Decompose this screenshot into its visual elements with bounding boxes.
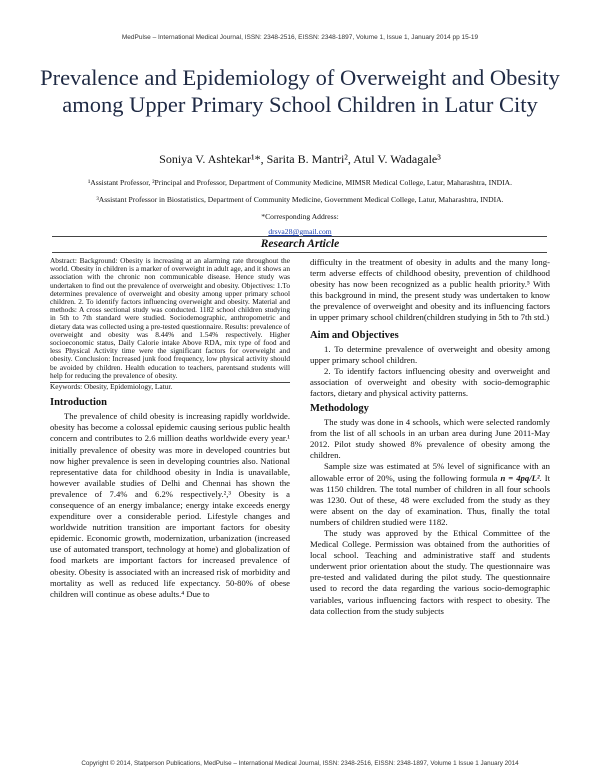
corresponding-label: *Corresponding Address: — [261, 212, 339, 221]
methodology-paragraph-2a: Sample size was estimated at 5% level of significance with an allowable error of 20%, using the following formula — [310, 461, 550, 483]
affiliation-2: ³Assistant Professor in Biostatistics, Department of Community Medicine, Government Medical College, Latur, Maharashtra, INDIA. — [96, 195, 504, 204]
methodology-paragraph-3: The study was approved by the Ethical Committee of the Medical College. Permission was obtained from the authorities of local school. Teaching and administrative staff and students underwent prior orientation about the study. The questionnaire was pre-tested and validated during the pilot study. The questionnaire used to record the data regarding the various socio-demographic variables, various influencing factors with respect to obesity. The data collection from the study subjects — [310, 527, 550, 616]
running-head: MedPulse – International Medical Journal, ISSN: 2348-2516, EISSN: 2348-1897, Volume 1, Issue 1, January 2014 pp 15-19 — [121, 34, 479, 41]
sample-size-formula: n = 4pq/L² — [500, 472, 540, 483]
paper-title: Prevalence and Epidemiology of Overweight and Obesity among Upper Primary School Children in Latur City — [40, 65, 560, 117]
footer-copyright: Copyright © 2014, Statperson Publications, MedPulse – International Medical Journal, ISSN: 2348-2516, EISSN: 2348-1897, Volume 1 Issue 1 January 2014 — [81, 760, 519, 767]
corresponding-email-link[interactable]: drsva28@gmail.com — [268, 227, 332, 236]
methodology-paragraph-1: The study was done in 4 schools, which were selected randomly from the list of all schools in an urban area during June 2011-May 2012. Pilot study showed 8% prevalence of obesity among the children. — [310, 417, 550, 461]
objective-2: 2. To identify factors influencing obesity and overweight and association of overweight and obesity with socio-demographic factors, dietary and physical activity patterns. — [310, 365, 550, 398]
aims-heading: Aim and Objectives — [310, 329, 399, 341]
divider-bottom — [52, 252, 547, 253]
abstract-text: Abstract: Background: Obesity is increasing at an alarming rate throughout the world. Obesity in children is a marker of overweight in adult age, and it shows an association with the chronic non communicable disease. Hence study was undertaken to find out the prevalence of overweight and obesity. Objectives: 1.To determines prevalence of overweight and obesity among upper primary school children. 2. To identify factors influencing overweight and obesity. Material and methods: A cross sectional study was conducted. 1182 school children studying in 5th to 7th standard were studied. Sociodemographic, anthropometric and dietary data was collected using a pre-tested questionnaire. Results: prevalence of overweight and obesity was 8.44% and 1.54% respectively. Higher socioeconomic status, Daily Calorie intake Above RDA, mix type of food and less Physical Activity time were the significant factors for overweight and obesity. Conclusion: Increased junk food frequency, low physical activity should be avoided by children. Health education to teachers, parentsand students will help for reducing the prevalence of obesity. — [50, 257, 290, 383]
methodology-paragraph-2b: . It was 1150 children. The total number of children in all four schools was 1230. Out of these, 48 were excluded from the study as they were absent on the day of examination. Thus, finally the total numbers of children studied were 1182. — [310, 472, 550, 527]
affiliation-1: ¹Assistant Professor, ²Principal and Professor, Department of Community Medicine, MIMSR Medical College, Latur, Maharashtra, INDIA. — [88, 178, 512, 187]
author-list: Soniya V. Ashtekar¹*, Sarita B. Mantri², Atul V. Wadagale³ — [159, 152, 441, 166]
intro-continuation: difficulty in the treatment of obesity in adults and the many long-term adverse effects of childhood obesity, prevention of childhood obesity has now been recognized as a public health priority.⁵ With this background in mind, the present study was undertaken to know the prevalence of overweight and obesity and its influencing factors in upper primary school children(children studying in 5th to 7th std.) — [310, 257, 550, 323]
article-type-label: Research Article — [260, 238, 340, 250]
left-column — [50, 257, 290, 747]
objective-1: 1. To determine prevalence of overweight and obesity among upper primary school children. — [310, 343, 550, 365]
right-column — [310, 257, 550, 747]
introduction-heading: Introduction — [50, 397, 107, 409]
keywords: Keywords: Obesity, Epidemiology, Latur. — [50, 382, 173, 392]
methodology-paragraph-2 — [310, 461, 550, 528]
divider-top — [52, 236, 547, 237]
methodology-heading: Methodology — [310, 403, 369, 415]
introduction-text: The prevalence of child obesity is increasing rapidly worldwide. obesity has become a colossal epidemic causing serious public health concern and contributes to 2.6 million deaths worldwide every year.¹ initially prevalence of obesity was more in developed countries but now higher prevalence is seen in developing countries also. National representative data for childhood obesity in India is unavailable, however available studies of Delhi and Chennai has shown the prevalence of 7.4% and 6.2% respectively.²,³ Obesity is a consequence of an energy imbalance; energy intake exceeds energy expenditure over a considerable period. Lifestyle changes and worldwide nutrition transition are important factors for obesity epidemic. Economic growth, modernization, urbanization (increased use of automated transport, technology at home) and globalization of food markets are important factors for increased prevalence of obesity. Obesity is associated with an increased risk of morbidity and mortality as well as reduced life expectancy. 50-80% of obese children will continue as obese adults.⁴ Due to — [50, 411, 290, 599]
